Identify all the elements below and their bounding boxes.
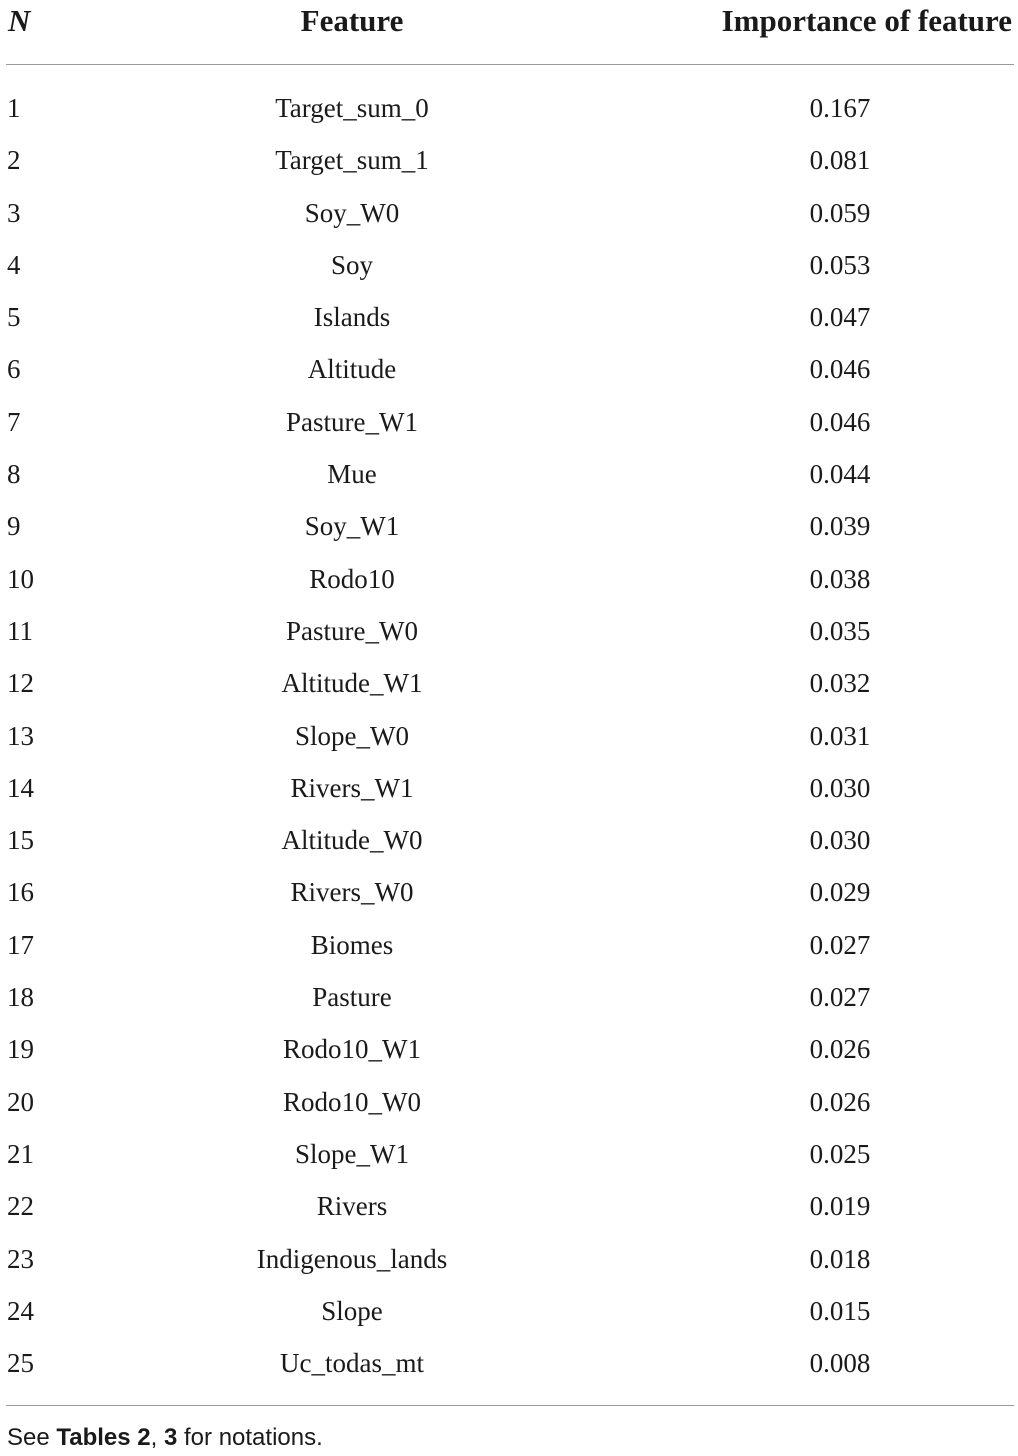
- cell-feature: Rivers: [316, 1191, 388, 1222]
- table-row: [6, 396, 1014, 448]
- cell-n: 4: [7, 249, 21, 280]
- table-row: [6, 710, 1014, 762]
- footnote-table3-ref: 3: [163, 1424, 178, 1451]
- table-row: [6, 1128, 1014, 1180]
- header-divider: [6, 64, 1014, 65]
- cell-feature: Rodo10_W0: [283, 1086, 421, 1117]
- table-row: [6, 553, 1014, 605]
- table-row: [6, 605, 1014, 657]
- cell-n: 1: [7, 93, 21, 123]
- cell-n: 18: [7, 982, 34, 1013]
- cell-n: 13: [7, 720, 34, 751]
- cell-importance: 0.030: [809, 825, 871, 856]
- cell-feature: Slope: [321, 1295, 383, 1326]
- footnote-suffix: for notations.: [177, 1424, 323, 1451]
- cell-feature: Soy_W0: [304, 197, 400, 228]
- cell-n: 16: [7, 877, 34, 908]
- cell-importance: 0.027: [809, 982, 871, 1013]
- cell-n: 15: [7, 825, 34, 856]
- table-row: [6, 657, 1014, 709]
- table-row: [6, 1233, 1014, 1285]
- table-row: [6, 762, 1014, 814]
- cell-importance: 0.026: [809, 1034, 871, 1065]
- cell-feature: Pasture_W0: [286, 615, 418, 646]
- table-row: [6, 971, 1014, 1023]
- cell-n: 9: [7, 511, 21, 542]
- cell-feature: Pasture: [312, 982, 392, 1013]
- cell-n: 8: [7, 459, 21, 490]
- footnote-separator: ,: [150, 1424, 164, 1451]
- cell-n: 24: [7, 1295, 34, 1326]
- table-row: [6, 866, 1014, 918]
- cell-importance: 0.019: [809, 1191, 871, 1222]
- cell-feature: Altitude_W1: [281, 668, 423, 699]
- cell-n: 22: [7, 1191, 34, 1222]
- cell-n: 7: [7, 406, 21, 437]
- cell-importance: 0.027: [809, 929, 871, 960]
- cell-importance: 0.044: [809, 459, 871, 490]
- table-row: [6, 1285, 1014, 1337]
- cell-n: 10: [7, 563, 34, 594]
- cell-importance: 0.046: [809, 354, 871, 385]
- table-header-row: [6, 0, 1014, 42]
- table-row: [6, 187, 1014, 239]
- cell-feature: Soy_W1: [304, 511, 400, 542]
- cell-feature: Rodo10_W1: [283, 1034, 421, 1065]
- table-footnote: [7, 1420, 323, 1456]
- cell-importance: 0.046: [809, 406, 871, 437]
- cell-importance: 0.039: [809, 511, 871, 542]
- table-row: [6, 134, 1014, 186]
- cell-n: 21: [7, 1138, 34, 1169]
- table-row: [6, 343, 1014, 395]
- cell-n: 12: [7, 668, 34, 699]
- table-row: [6, 1180, 1014, 1232]
- cell-importance: 0.038: [809, 563, 871, 594]
- cell-n: 23: [7, 1243, 34, 1274]
- cell-n: 19: [7, 1034, 34, 1065]
- cell-feature: Mue: [327, 459, 377, 490]
- feature-importance-table: [6, 0, 1014, 1379]
- cell-feature: Target_sum_1: [275, 145, 429, 176]
- cell-feature: Rivers_W1: [290, 772, 414, 803]
- cell-n: 3: [7, 197, 21, 228]
- cell-n: 6: [7, 354, 21, 385]
- cell-feature: Rivers_W0: [290, 877, 414, 908]
- table-row: [6, 1337, 1014, 1389]
- cell-feature: Soy: [330, 249, 374, 280]
- cell-n: 11: [7, 615, 33, 646]
- cell-feature: Slope_W0: [295, 720, 409, 751]
- header-feature: Feature: [300, 3, 404, 38]
- cell-feature: Altitude: [307, 354, 397, 385]
- cell-n: 2: [7, 145, 21, 176]
- cell-importance: 0.035: [809, 615, 871, 646]
- cell-importance: 0.030: [809, 772, 871, 803]
- footer-divider: [6, 1405, 1014, 1406]
- cell-importance: 0.025: [809, 1138, 871, 1169]
- cell-importance: 0.047: [809, 302, 871, 333]
- table-row: [6, 919, 1014, 971]
- cell-feature: Indigenous_lands: [256, 1243, 448, 1274]
- cell-feature: Pasture_W1: [286, 406, 418, 437]
- table-row: [6, 1023, 1014, 1075]
- cell-n: 5: [7, 302, 21, 333]
- cell-feature: Altitude_W0: [281, 825, 423, 856]
- cell-importance: 0.059: [809, 197, 871, 228]
- cell-importance: 0.032: [809, 668, 871, 699]
- cell-feature: Islands: [313, 302, 391, 333]
- table-row: [6, 448, 1014, 500]
- cell-feature: Target_sum_0: [275, 93, 429, 123]
- header-importance: Importance of feature: [721, 3, 1012, 38]
- cell-n: 20: [7, 1086, 34, 1117]
- table-row: [6, 239, 1014, 291]
- cell-n: 25: [7, 1348, 34, 1379]
- footnote-prefix: See: [7, 1424, 57, 1451]
- footnote-table-ref: Tables 2: [56, 1424, 151, 1451]
- table-row: [6, 500, 1014, 552]
- cell-feature: Rodo10: [309, 563, 395, 594]
- cell-n: 14: [7, 772, 34, 803]
- cell-feature: Uc_todas_mt: [280, 1348, 424, 1379]
- cell-importance: 0.008: [809, 1348, 871, 1379]
- cell-feature: Biomes: [310, 929, 394, 960]
- table-row: [6, 1076, 1014, 1128]
- cell-n: 17: [7, 929, 34, 960]
- cell-importance: 0.026: [809, 1086, 871, 1117]
- cell-importance: 0.081: [809, 145, 871, 176]
- cell-importance: 0.031: [809, 720, 871, 751]
- cell-importance: 0.167: [809, 93, 871, 123]
- cell-importance: 0.029: [809, 877, 871, 908]
- table-row: [6, 291, 1014, 343]
- table-row: [6, 82, 1014, 134]
- cell-importance: 0.015: [809, 1295, 871, 1326]
- cell-feature: Slope_W1: [295, 1138, 409, 1169]
- cell-importance: 0.053: [809, 249, 871, 280]
- header-n: N: [8, 3, 31, 38]
- table-body: [6, 82, 1014, 1389]
- cell-importance: 0.018: [809, 1243, 871, 1274]
- table-row: [6, 814, 1014, 866]
